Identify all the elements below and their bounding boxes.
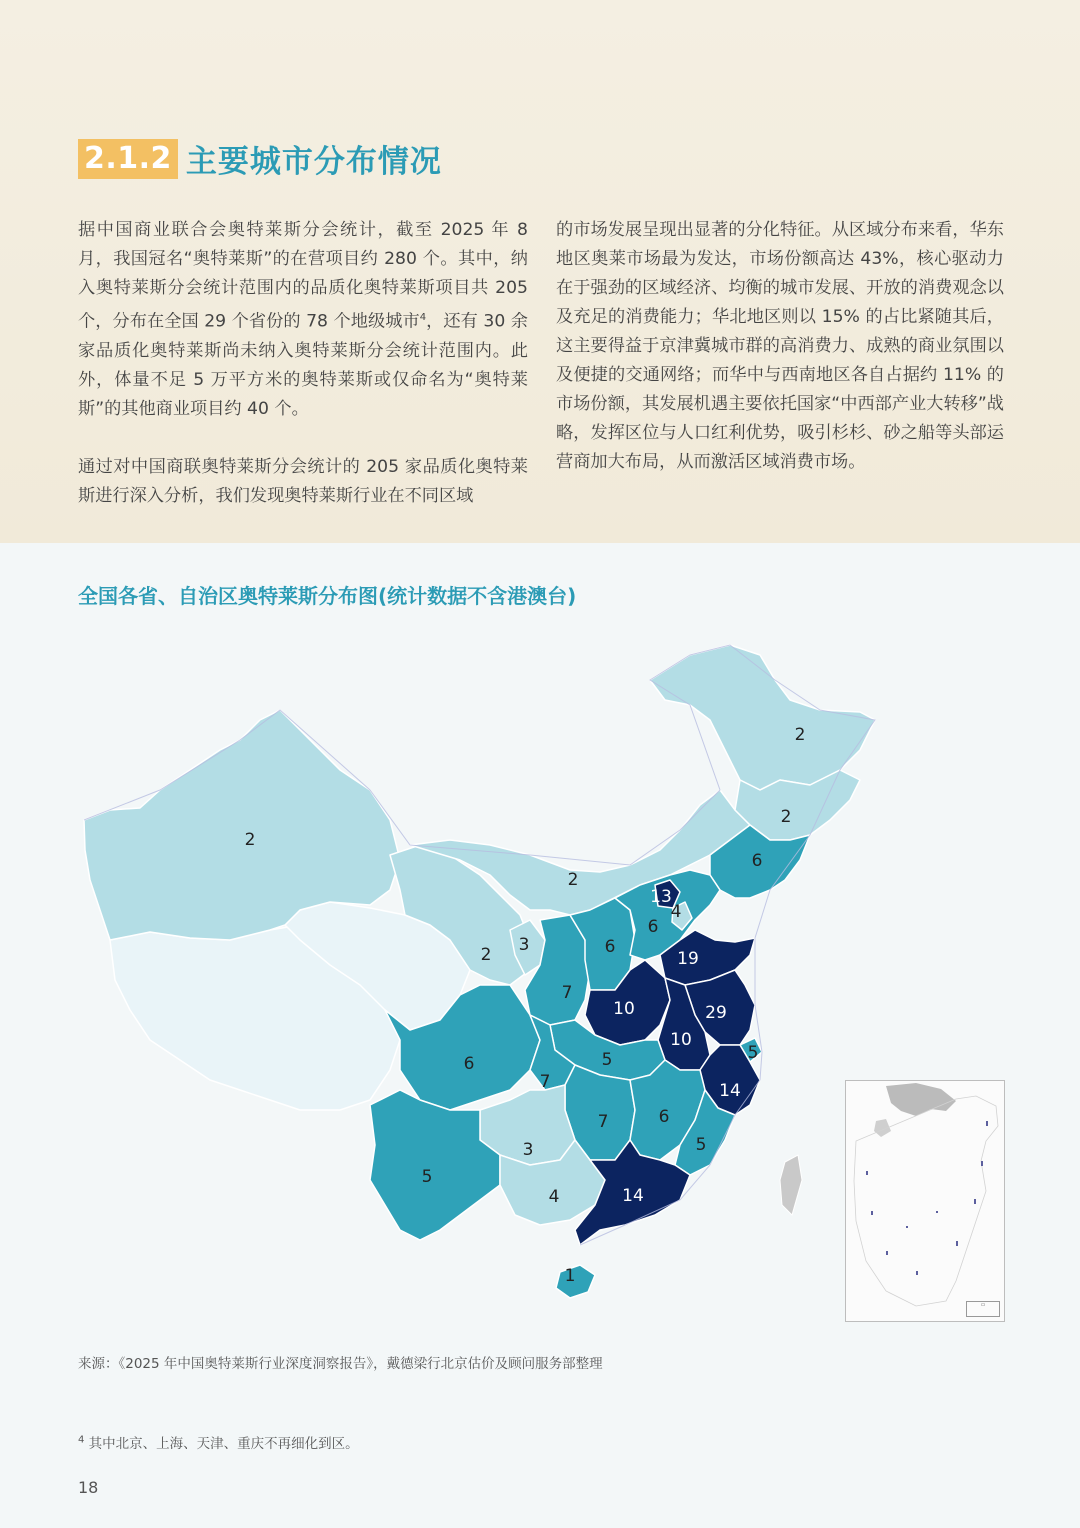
label-inner-mongolia: 2 <box>567 870 579 890</box>
label-guangxi: 4 <box>548 1187 560 1207</box>
footnote-text: 其中北京、上海、天津、重庆不再细化到区。 <box>88 1436 359 1452</box>
label-xinjiang: 2 <box>244 830 256 850</box>
region-yunnan <box>370 1090 500 1240</box>
label-ningxia: 3 <box>518 935 530 955</box>
label-hubei: 5 <box>601 1050 613 1070</box>
south-china-sea-inset <box>845 1080 1005 1322</box>
intro-section <box>0 0 1080 543</box>
right-paragraph: 的市场发展呈现出显著的分化特征。从区域分布来看，华东地区奥莱市场最为发达，市场份额高达 43%，核心驱动力在于强劲的区域经济、均衡的城市发展、开放的消费观念以及充足的消费能力；华北地区则以 15% 的占比紧随其后，这主要得益于京津冀城市群的高消费力、成熟的商业氛围以及便捷的交通网络；而华中与西南地区各自占据约 11% 的市场份额，其发展机遇主要依托国家“中西部产业大转移”战略，发挥区位与人口红利优势，吸引杉杉、砂之船等头部运营商加大布局，从而激活区域消费市场。 <box>556 220 1004 472</box>
label-heilongjiang: 2 <box>794 725 806 745</box>
footnote-mark: 4 <box>78 1434 85 1446</box>
label-gansu: 2 <box>480 945 492 965</box>
left-paragraph-2: 通过对中国商联奥特莱斯分会统计的 205 家品质化奥特莱斯进行深入分析，我们发现奥特莱斯行业在不同区域 <box>78 456 528 506</box>
footnote-ref: 4 <box>419 312 427 323</box>
label-hebei: 6 <box>647 917 659 937</box>
left-paragraph-1: 据中国商业联合会奥特莱斯分会统计，截至 2025 年 8 月，我国冠名“奥特莱斯”的在营项目约 280 个。其中，纳入奥特莱斯分会统计范围内的品质化奥特莱斯项目共 205 个，分布在全国 29 个省份的 78 个地级城市$^4$，还有 30 余家品质化奥特莱斯尚未纳入奥特莱斯分会统计范围内。此外，体量不足 5 万平方米的奥特莱斯或仅命名为“奥特莱斯”的其他商业项目约 40 个。 <box>78 220 528 419</box>
label-tianjin: 4 <box>670 902 682 922</box>
map-title: 全国各省、自治区奥特莱斯分布图(统计数据不含港澳台) <box>78 584 577 608</box>
label-liaoning: 6 <box>751 851 763 871</box>
section-number: 2.1.2 <box>78 139 178 179</box>
right-column <box>556 216 1004 506</box>
label-jilin: 2 <box>780 807 792 827</box>
footnote <box>78 1432 359 1452</box>
label-hainan: 1 <box>564 1266 576 1286</box>
label-shandong: 19 <box>677 949 699 969</box>
china-outlet-map <box>70 640 890 1320</box>
label-beijing: 13 <box>650 887 672 907</box>
region-hainan <box>556 1265 595 1298</box>
label-shanxi: 6 <box>604 937 616 957</box>
region-taiwan <box>780 1155 802 1215</box>
label-jiangsu: 29 <box>705 1003 727 1023</box>
label-chongqing: 7 <box>539 1072 551 1092</box>
label-shaanxi: 7 <box>561 983 573 1003</box>
inset-map <box>846 1081 1004 1321</box>
page-number: 18 <box>78 1478 99 1497</box>
source-note: 来源：《2025 年中国奥特莱斯行业深度洞察报告》，戴德梁行北京估价及顾问服务部整理 <box>78 1356 603 1372</box>
left-column <box>78 216 528 540</box>
label-anhui: 10 <box>670 1030 692 1050</box>
label-fujian: 5 <box>695 1135 707 1155</box>
inset-scale-glyph: ▭ <box>980 1302 986 1308</box>
label-jiangxi: 6 <box>658 1107 670 1127</box>
label-guizhou: 3 <box>522 1140 534 1160</box>
section-heading <box>78 136 442 181</box>
label-shanghai: 5 <box>747 1043 759 1063</box>
label-henan: 10 <box>613 999 635 1019</box>
label-zhejiang: 14 <box>719 1081 741 1101</box>
label-guangdong: 14 <box>622 1186 644 1206</box>
label-hunan: 7 <box>597 1112 609 1132</box>
label-sichuan: 6 <box>463 1054 475 1074</box>
inset-scale-box <box>966 1301 1000 1317</box>
label-yunnan: 5 <box>421 1167 433 1187</box>
section-title: 主要城市分布情况 <box>185 144 442 180</box>
